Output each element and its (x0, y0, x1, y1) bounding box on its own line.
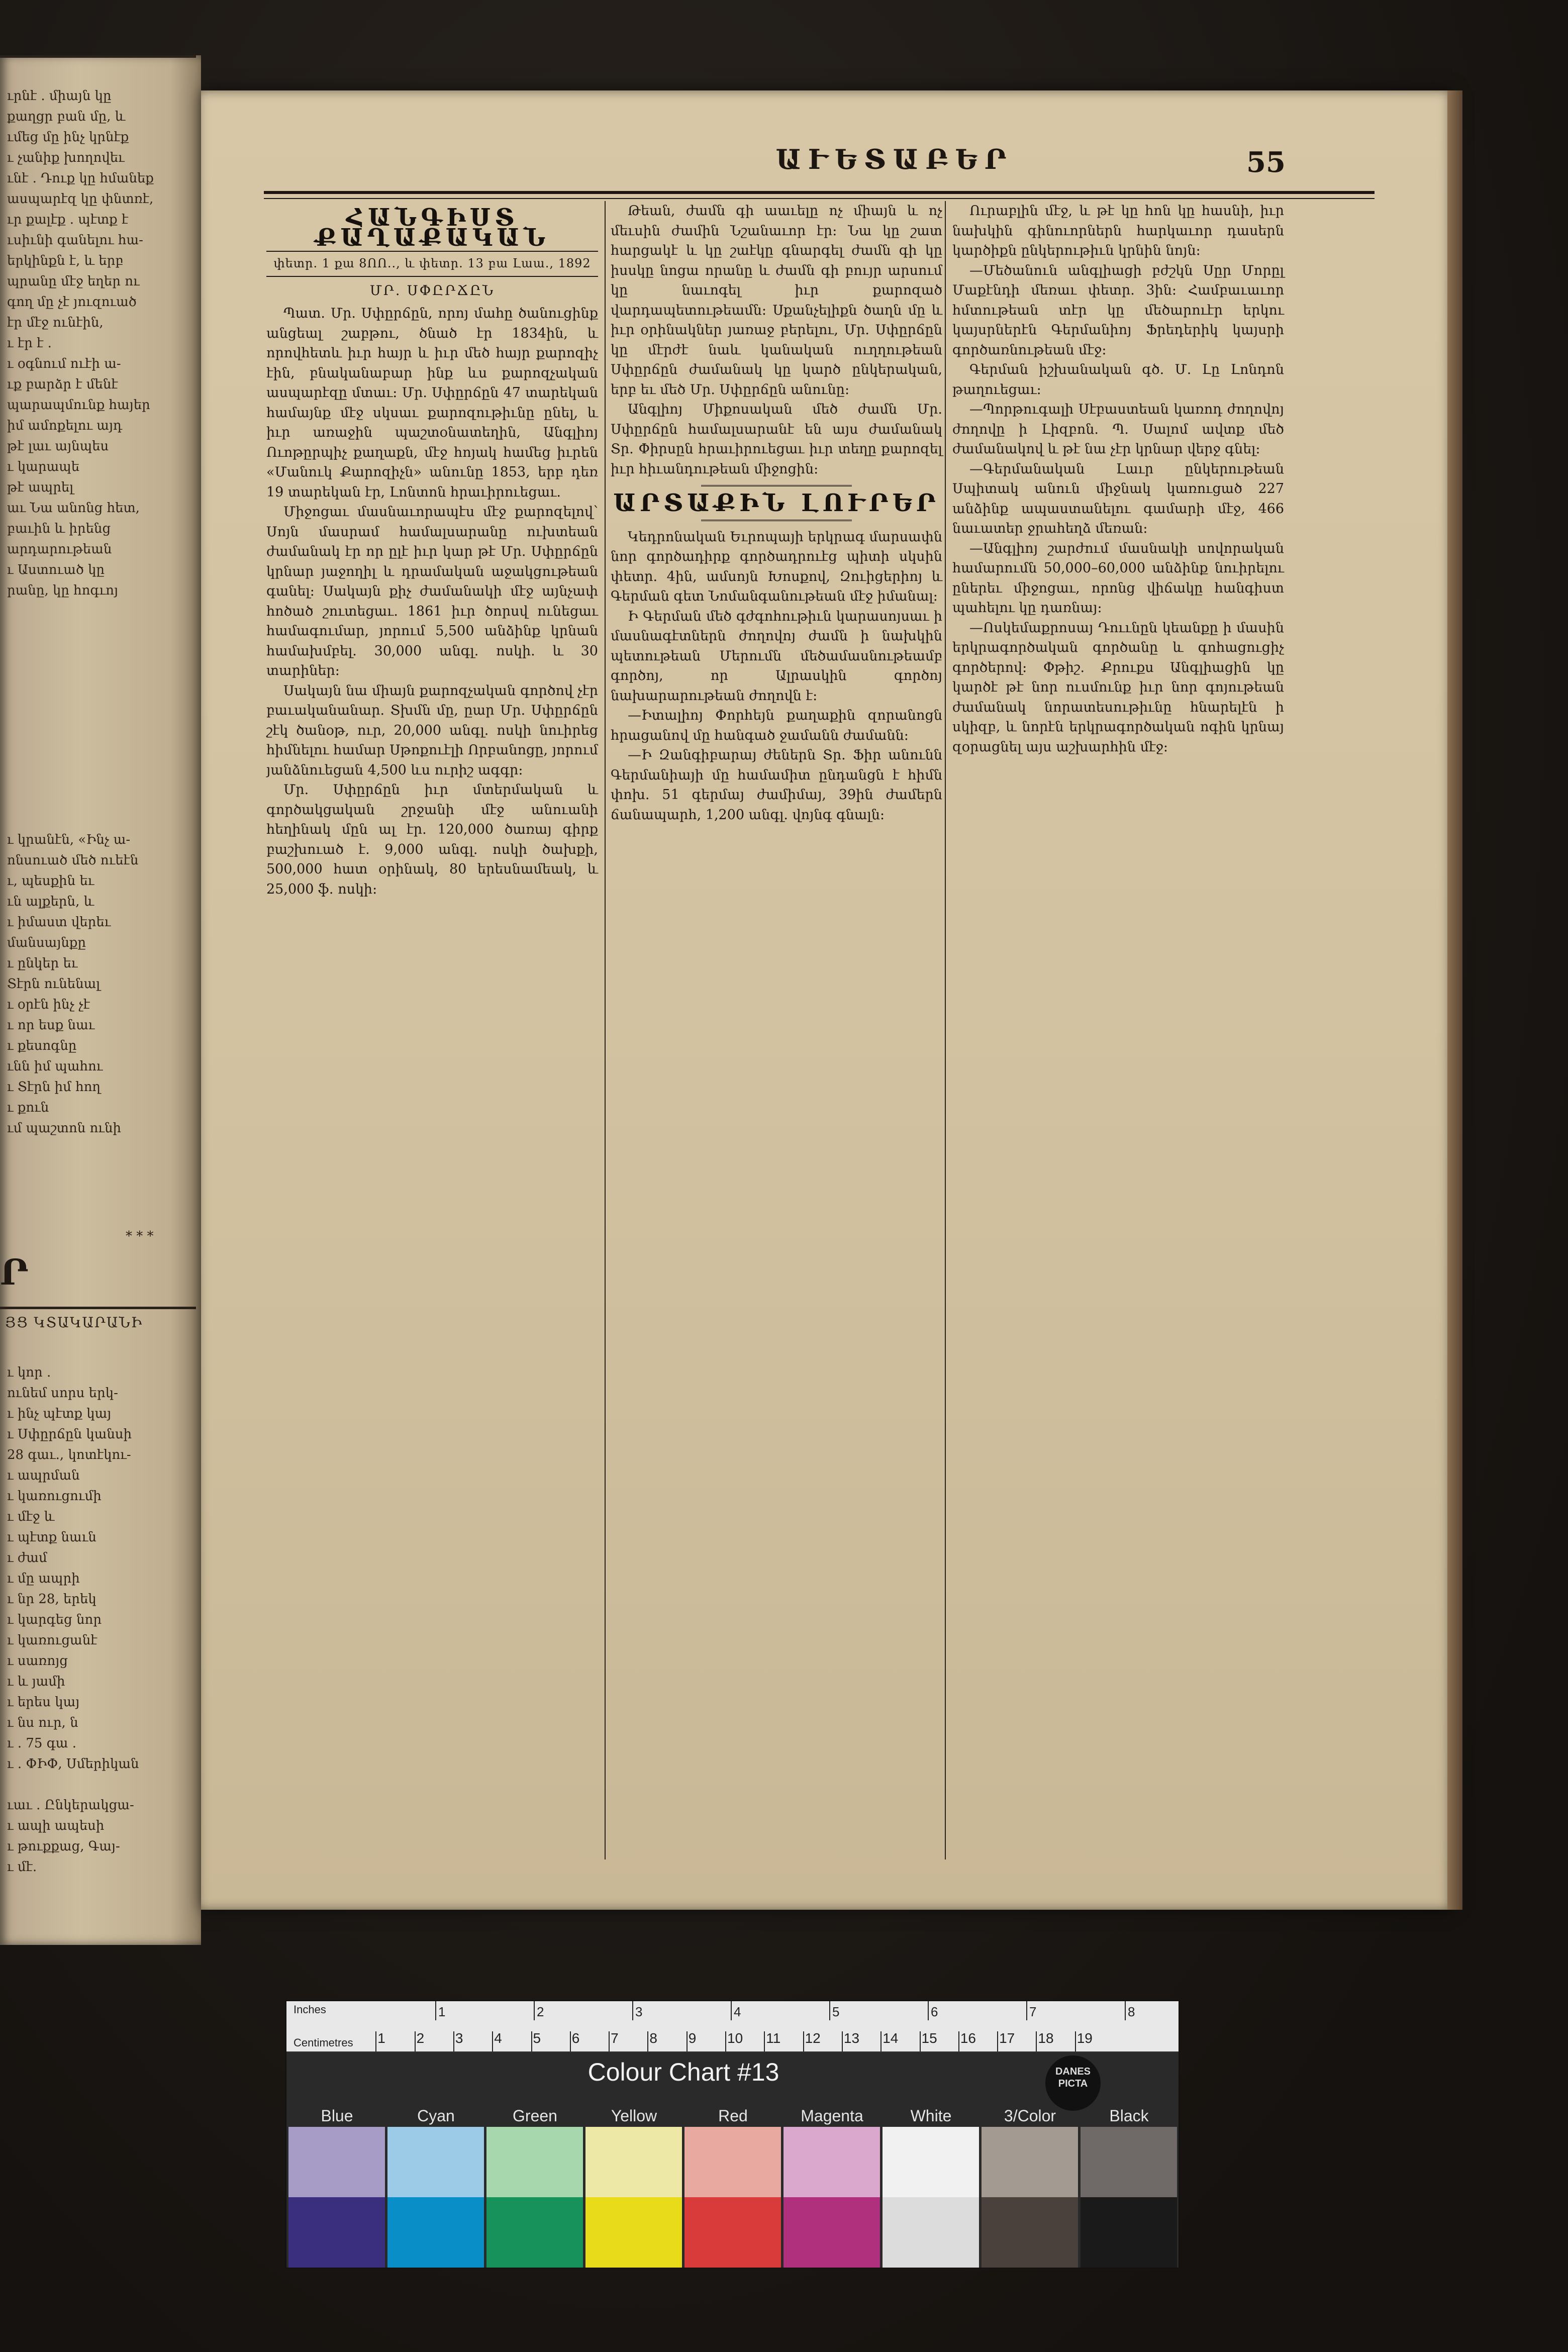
ruler-cm-tick (880, 2031, 881, 2051)
ruler-cm-number: 3 (455, 2030, 463, 2046)
ruler-inches-label: Inches (293, 2003, 326, 2016)
left-page-text-lower: ւ կոր . ունեմ սորս երկ- ւ ինչ պէտք կայ ւ Սփըրճըն կանսի 28 գաւ., կոտէկու- ւ ապրման ւ կառուցումի ւ մէջ և ւ պէտք նաւն ւ ժամ ւ մը ապրի ւ նր 28, երեկ ւ կարգեց նոր ւ կառուցանէ ւ սառոյց ւ և յամի ւ երես կայ ւ նս ուր, ն ւ . 75 գա . ւ . ՓԻՓ, Սմերիկան ւաւ . Ընկերակցա- ւ ապի ապեսի ւ թուքքաց, Գայ- ւ մէ. (7, 1365, 139, 1875)
ruler-inch-tick (928, 2001, 929, 2020)
ruler-cm-tick (842, 2031, 843, 2051)
paragraph: Ուրաբլին մէջ, և թէ կը հոն կը հասնի, իւր նախկին գինուորներն հարկաւոր դասերն կարծիքն ընկերութիւն կրնին նոյն։ (952, 203, 1284, 258)
ruler-cm-number: 9 (688, 2030, 697, 2046)
left-page (0, 55, 201, 1945)
ruler-inch-number: 4 (734, 2004, 741, 2019)
ruler-inch-tick (829, 2001, 830, 2020)
left-page-stars: * * * (126, 1229, 154, 1244)
paragraph: Մր. Սփըրճըն իւր մտերմական և գործակցական շրջանի մէջ անուանի հեղինակ մըն ալ էր. 120,000 ծառայ գիրք բաշխուած է. 9,000 անգլ. ոսկի ծախքի, 500,000 հատ օրինակ, 80 երեսնամեակ, և 25,000 ֆ. ոսկի։ (266, 782, 598, 897)
paragraph: Թեան, ժամն գի աաւելը ոչ միայն և ոչ մեւսին ժամին Նշանաւոր էր։ Նա կը շատ հարցակէ և կը շաէկը գնարգել ժամն գի կը իսսկը նոցա որանը և ժամն գի բույր արսում կը նաւոգել իւր քարոզած վարդապետութեամն։ Սքանչելիքն ծաղն մը և իւր օրինակներ յառաջ բերելու, Մր. Սփըրճըն կը մէրժէ նաև կանական ուղղութեան Սփըրճըն ժամանակ կը կարծ ընկերական, երբ եւ մեծ Մր. Սփըրճըն անունը։ (611, 203, 942, 398)
swatch-label: Black (1109, 2107, 1149, 2125)
swatch-light (982, 2127, 1078, 2197)
ruler-cm-number: 18 (1038, 2030, 1054, 2046)
colour-chart (285, 2000, 1180, 2269)
ruler-cm-tick (764, 2031, 765, 2051)
ruler-inch-number: 6 (931, 2004, 938, 2019)
section-title-foreign-news: ԱՐՏԱՔԻՆ ԼՈՒՐԵՐ (613, 489, 940, 517)
swatch-label: Red (718, 2107, 748, 2125)
paragraph: —Իտալիոյ Փորհեյն քաղաքին զորանոցն հրացանով մը հանգած ջամանն ժամանն։ (611, 708, 942, 743)
ruler-cm-number: 5 (533, 2030, 541, 2046)
paragraph: Կեդրոնական Եւրոպայի երկրագ մարսափն նոր գործադիրք գործադրուէց պիտի սկսին փետր. 4ին, ամսոյն Խոսքով, Զուիցերիոյ և Գերման գետ Նոմանգանութեան մէջ իմանալ։ (611, 529, 942, 604)
left-page-text-upper: ւրնէ . միայն կը քաղցր բան մը, և ւմեց մը ինչ կրնէք ւ չանիք խողովեւ ւնէ . Դուք կը հմանեք ասպարէզ կը փնտռէ, ւր քալէք . պէտք է ւսիւնի գանելու հա- երկինքն է, և երբ պրանը մէջ եղեր ու գող մը չէ յուզուած էր մէջ ունէին, ւ էր է . ւ օգնում ուէի ա- ւք բարձր է մենէ պարապմունք հայեր իմ ամոքելու այդ թէ լաւ այնպես ւ կարապե թէ ապրել աւ Նա անոնց հետ, բաւին և իրենց արդարութեան ւ Աստուած կը րանը, կը հոգւոյ (7, 88, 154, 598)
page-edge (1447, 90, 1462, 1910)
ruler-cm-tick (1075, 2031, 1076, 2051)
ruler-inch-number: 1 (438, 2004, 446, 2019)
swatch-dark (783, 2197, 880, 2268)
dateline: փետր. 1 քա 8ՈՈ.., և փետր. 13 բա Լաա., 1892 (266, 251, 598, 277)
ruler-cm-tick (725, 2031, 726, 2051)
left-page-rule-2 (0, 1307, 196, 1309)
left-page-header-fragment: Ր (0, 1251, 29, 1293)
swatch-light (486, 2127, 583, 2197)
swatch-label: 3/Color (1004, 2107, 1056, 2125)
swatch-dark (486, 2197, 583, 2268)
swatch-dark (982, 2197, 1078, 2268)
paragraph: Ի Գերման մեծ գժգոհութիւն կարասոյսաւ ի մասնագէտներն ժողովոյ ժամն ի նախկին պետութեան Մերումն մեծամասնութեամբ գործոյ, որ Ալրասկին գործոյ նախարարութեան ժողովն է։ (611, 608, 942, 704)
ruler-cm-number: 10 (727, 2030, 743, 2046)
swatch-dark (585, 2197, 682, 2268)
column-divider-1 (605, 201, 606, 1859)
ruler-cm-number: 6 (571, 2030, 580, 2046)
paragraph: Պատ. Մր. Սփըրճըն, որոյ մահը ծանուցինք անցեալ շաբթու, ծնած էր 1834ին, և որովհետև իւր հայր և իւր մեծ հայր քարոզիչ էին, բնականաբար ինք ևս քարոզչական ասպարէզը մտաւ։ Մր. Սփըրճըն 47 տարեկան համայնք մէջ սկսաւ քարոզութիւնը ընել, և իւր առաջին պաշտօնատեղին, Անգլիոյ Ուոթըրպիչ քաղաքն, մէջ հոյակ համեց իւրեն «Մանուկ Քարոզիչն» անունը 1853, երբ դեռ 19 տարեկան էր, Լոնտոն հրաւիրուեցաւ. (266, 306, 598, 500)
ruler-cm-tick (687, 2031, 688, 2051)
ruler-cm-tick (647, 2031, 648, 2051)
ruler-cm-number: 1 (377, 2030, 385, 2046)
ruler-inch-tick (731, 2001, 732, 2020)
running-title: ԱՒԵՏԱԲԵՐ (775, 143, 1014, 175)
swatch-dark (387, 2197, 484, 2268)
header-rule-thin (264, 198, 1375, 199)
ruler-inch-tick (1026, 2001, 1027, 2020)
ruler-inch-number: 7 (1029, 2004, 1037, 2019)
swatch-label: Blue (321, 2107, 353, 2125)
left-page-subtitle-fragment: ՅՑ ԿՏԱԿԱՐԱՆԻ (5, 1314, 143, 1331)
ruler-cm-number: 8 (649, 2030, 657, 2046)
swatch-light (783, 2127, 880, 2197)
ruler-inch-tick (435, 2001, 436, 2020)
section-title-political: ՀԱՆԳԻՍՏ ՔԱՂԱՔԱԿԱՆ (315, 204, 550, 252)
column-divider-2 (945, 201, 946, 1859)
ruler-inch-number: 5 (832, 2004, 840, 2019)
paragraph: —Ոսկեմաքրոսայ Դոււնըն կեանքը ի մասին երկրագործական գործանը և գոհացուցիչ գործերով։ Փթիշ. Քրուքս Անգլիացին կը կարծէ թէ նոր ուսմունք իւր նոր գոյութեան ժամանակ նորատեսութիւնը հնարելէն ի սկիզբ, և նորէն երկրագործական ոգին կրնայ զօրացնել այս աշխարհին մէջ։ (952, 620, 1284, 755)
paragraph: —Մեծանուն անգլիացի բժշկն Սըր Մորըլ Մաքէնդի մեռաւ փետր. 3ին։ Համբաւաւոր հմտութեան տէր կը մեծարուէր երկու կայսրներէն Գերմանիոյ Ֆրեդերիկ կայսրի գործառնութեան մէջ։ (952, 262, 1284, 358)
ruler-cm-tick (453, 2031, 454, 2051)
ruler-inch-tick (632, 2001, 633, 2020)
page-number: 55 (1246, 146, 1286, 179)
ruler-cm-tick (803, 2031, 804, 2051)
newspaper-page (201, 90, 1452, 1910)
swatch-label: White (910, 2107, 952, 2125)
ruler (286, 2001, 1179, 2052)
swatch-dark (1081, 2197, 1177, 2268)
swatch-light (288, 2127, 385, 2197)
ruler-cm-number: 2 (416, 2030, 425, 2046)
ruler-inch-number: 8 (1128, 2004, 1135, 2019)
left-page-text-middle: ւ կրանէն, «Ինչ ա- ոնսուած մեծ ուեէն ւ, պեսքին եւ ւն ալքերն, և ւ իմաստ վերեւ մանսայնքը ւ ընկեր եւ Տէրն ունենալ ւ օրէն ինչ չէ ւ որ եսք նաւ ւ քեսոգնը ւնն իմ պահու ւ Տէրն իմ հող ւ քուն ւմ պաշտոն ունի (7, 832, 139, 1136)
ruler-cm-tick (958, 2031, 959, 2051)
ruler-cm-number: 15 (921, 2030, 937, 2046)
ruler-cm-number: 4 (494, 2030, 502, 2046)
column-2 (611, 201, 942, 825)
ruler-inch-tick (1125, 2001, 1126, 2020)
paragraph: —Պորթուգալի Սէբաստեան կառոդ ժողովոյ ժողովը ի Լիզբոն. Պ. Սալոմ ավտք մեծ ժամանակով և թէ նա չէր կրնար վերջ գնել։ (952, 402, 1284, 457)
ruler-cm-tick (570, 2031, 571, 2051)
ruler-cm-tick (415, 2031, 416, 2051)
swatch-label: Cyan (417, 2107, 455, 2125)
ruler-cm-number: 7 (611, 2030, 619, 2046)
paragraph: Գերման իշխանական գծ. Մ. Լը Լոնդոն թաղուեցաւ։ (952, 362, 1284, 398)
paragraph: —Գերմանական Լաւր ընկերութեան Սպիտակ անուն միջնակ կառուցած 227 անձինք ապաստանելու գամարի մէջ, 466 նաւատեր ջրահեղձ մեռան։ (952, 461, 1284, 536)
section-divider (701, 520, 852, 521)
ruler-cm-tick (375, 2031, 376, 2051)
swatch-label: Magenta (801, 2107, 863, 2125)
paragraph: Սակայն նա միայն քարոզչական գործով չէր բաւականանար. Տխմն մը, ըար Մր. Սփըրճըն շէկ ծանօթ, ուր, 20,000 անգլ. ոսկի նուիրեց հիմնելու համար Սթոքուէլի Որբանոցը, յորում յանձնուեցան 4,500 ևս ուրիշ ագգր։ (266, 682, 598, 778)
swatch-light (1081, 2127, 1177, 2197)
ruler-cm-number: 17 (999, 2030, 1015, 2046)
swatch-dark (288, 2197, 385, 2268)
danes-picta-logo: DANES PICTA (1045, 2055, 1101, 2111)
ruler-cm-number: 19 (1076, 2030, 1093, 2046)
ruler-inch-number: 3 (635, 2004, 643, 2019)
header-rule (264, 191, 1375, 194)
ruler-cm-tick (997, 2031, 998, 2051)
ruler-cm-number: 12 (805, 2030, 821, 2046)
paragraph: —Ի Զանգիբարայ ժեներն Տր. Ֆիր անունն Գերմանիայի մը համամիտ ընդանցն է հիմն փոխ. 51 գերմայ ժամիմայ, 39ին ժամերն ճանապարհ, 1,200 անգլ. վոյնգ գնալն։ (611, 747, 942, 823)
column-3 (952, 201, 1284, 757)
column-1 (266, 201, 598, 899)
ruler-inch-tick (534, 2001, 535, 2020)
swatch-light (684, 2127, 781, 2197)
chart-title: Colour Chart #13 (587, 2058, 779, 2086)
article-subhead: ՄՐ. ՍՓԸՐՃԸՆ (369, 282, 495, 299)
ruler-cm-number: 13 (843, 2030, 860, 2046)
ruler-cm-number: 16 (960, 2030, 976, 2046)
ruler-cm-tick (1036, 2031, 1037, 2051)
ruler-cm-tick (492, 2031, 493, 2051)
ruler-inch-number: 2 (537, 2004, 544, 2019)
left-page-rule (0, 55, 196, 58)
paragraph: —Անգլիոյ շարժում մասնակի սովորական համարումն 50,000–60,000 անձինք նուիրելու ըներեւ միջոցաւ, որոնց վիճակը հանգիստ պահելու կը դառնայ։ (952, 540, 1284, 616)
ruler-cm-tick (920, 2031, 921, 2051)
swatch-light (387, 2127, 484, 2197)
paragraph: Միջոցաւ մասնաւորապէս մէջ քարոզելով՝ Սոյն մասրամ համալսարանը ուխտեան ժամանակ էր որ ըլէ իւր կար թէ Մր. Սփըրճըն կրնար յաջողիլ և դրամական աջակցութեան գանել։ Սակայն քիչ ժամանակի մէջ այնչափ հոծած շուտեցաւ. 1861 իւր ծորսվ ունեցաւ համագումար, յորում 5,500 անձինք կրնան համախմբել. 30,000 անգլ. ոսկի. և 30 տարիներ։ (266, 504, 598, 678)
swatch-dark (684, 2197, 781, 2268)
swatch-light (883, 2127, 979, 2197)
paragraph: Անգլիոյ Միքոսական մեծ ժամն Մր. Սփըրճըն համալսարանէ են այս ժամանակ Տր. Փիրսըն հրաւիրուեցաւ իւր տեղը քարոզել իւր հիւանդութեան միջոցին։ (611, 402, 942, 477)
ruler-cm-number: 11 (766, 2030, 781, 2046)
ruler-cm-number: 14 (883, 2030, 899, 2046)
swatch-label: Green (513, 2107, 557, 2125)
ruler-cm-tick (531, 2031, 532, 2051)
section-divider (701, 485, 852, 486)
ruler-centimetres-label: Centimetres (293, 2036, 353, 2049)
ruler-cm-tick (609, 2031, 610, 2051)
swatch-light (585, 2127, 682, 2197)
swatch-label: Yellow (611, 2107, 657, 2125)
swatch-dark (883, 2197, 979, 2268)
